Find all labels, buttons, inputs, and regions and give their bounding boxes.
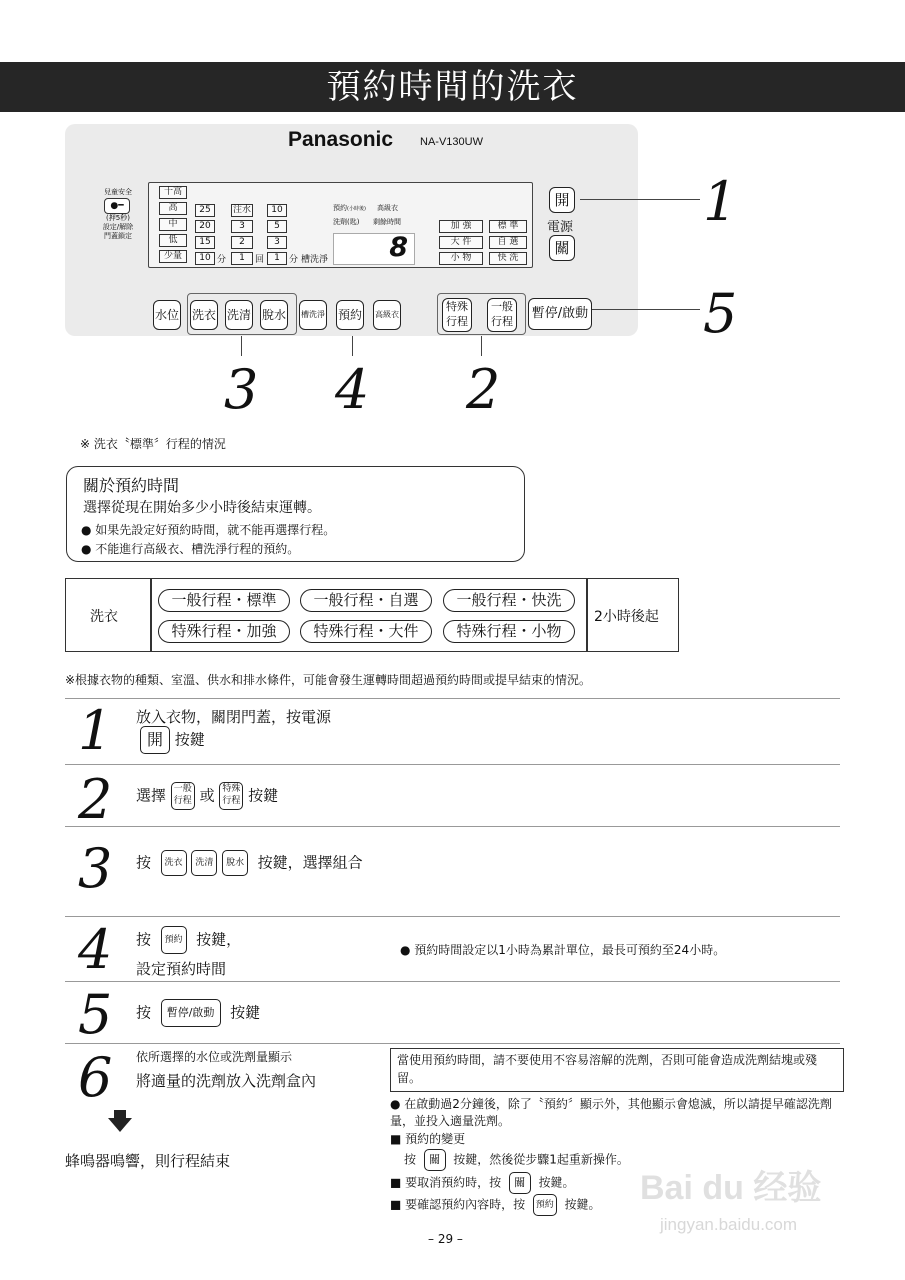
course-pill-general-custom: 一般行程・自選 <box>300 589 432 612</box>
key-icon[interactable]: ●━ <box>104 198 130 214</box>
course-standard: 標 準 <box>489 220 527 233</box>
start-pause-button[interactable]: 暫停/啟動 <box>528 298 592 330</box>
about-heading: 關於預約時間 <box>83 476 180 495</box>
child-lock-text: (押5秒) 設定/解除 門蓋鎖定 <box>102 214 134 240</box>
digit-value: 8 <box>389 232 408 263</box>
step-4-line <box>136 926 241 954</box>
general-course-key-icon: 一般 行程 <box>171 782 195 810</box>
spin-button[interactable]: 脫水 <box>260 300 288 330</box>
wash-button[interactable]: 洗衣 <box>190 300 218 330</box>
course-pill-special-strong: 特殊行程・加強 <box>158 620 290 643</box>
brand-logo: Panasonic <box>288 128 394 151</box>
step-6-line-1: 依所選擇的水位或洗劑量顯示 <box>136 1050 293 1064</box>
spin-3: 3 <box>267 236 287 249</box>
step-6-line-2: 將適量的洗劑放入洗劑盒內 <box>136 1072 317 1090</box>
step-1-text: 放入衣物，關閉門蓋，按電源 <box>136 708 332 726</box>
step-6-number: 6 <box>78 1046 113 1109</box>
page-title: 預約時間的洗衣 <box>0 62 905 112</box>
callout-1: 1 <box>703 170 738 233</box>
step-2-pre: 選擇 <box>136 786 167 805</box>
step-6-bullet-2: ■ 預約的變更 <box>390 1132 466 1146</box>
step-5-pre: 按 <box>136 1003 152 1022</box>
confirm-pre: ■ 要確認預約內容時，按 <box>390 1197 526 1212</box>
tub-clean-button[interactable]: 槽洗淨 <box>299 300 327 330</box>
about-bullet-1: ● 如果先設定好預約時間，就不能再選擇行程。 <box>81 523 336 537</box>
course-pill-general-quick: 一般行程・快洗 <box>443 589 575 612</box>
premium-indicator: 高級衣 <box>377 204 398 212</box>
rinse-2: 2 <box>231 236 253 249</box>
special-course-l1: 特殊 <box>446 300 468 313</box>
callout-line-1 <box>580 199 700 200</box>
step-6-confirm-line <box>390 1194 600 1216</box>
rinse-button[interactable]: 洗清 <box>225 300 253 330</box>
step-6-cancel-line <box>390 1172 574 1194</box>
water-level-4: 低 <box>159 234 187 247</box>
disclaimer: ※根據衣物的種類、室溫、供水和排水條件，可能會發生運轉時間超過預約時間或提早結束的情況。 <box>65 673 592 687</box>
step-3-after: 按鍵，選擇組合 <box>257 853 363 872</box>
reserve-button[interactable]: 預約 <box>336 300 364 330</box>
change-pre: 按 <box>404 1152 417 1167</box>
start-pause-key-icon: 暫停/啟動 <box>161 999 221 1027</box>
wash-time-20: 20 <box>195 220 215 233</box>
course-pill-general-standard: 一般行程・標準 <box>158 589 290 612</box>
wash-time-25: 25 <box>195 204 215 217</box>
step-5-after: 按鍵 <box>230 1003 261 1022</box>
callout-2: 2 <box>466 358 501 421</box>
special-course-button[interactable] <box>442 298 472 332</box>
step-4-after: 按鍵， <box>196 930 242 949</box>
step-2-number: 2 <box>78 768 113 831</box>
water-level-3: 中 <box>159 218 187 231</box>
power-on-button[interactable]: 開 <box>549 187 575 213</box>
divider <box>65 826 840 827</box>
end-text: 蜂鳴器鳴響，則行程結束 <box>65 1152 231 1170</box>
power-off-key-icon: 關 <box>424 1149 446 1171</box>
step-1-after: 按鍵 <box>174 730 205 749</box>
callout-line-2 <box>481 336 482 356</box>
callout-5: 5 <box>703 282 738 345</box>
callout-line-5 <box>592 309 700 310</box>
power-on-key-icon: 開 <box>140 726 170 754</box>
wash-unit: 分 <box>217 255 227 265</box>
watermark-url: jingyan.baidu.com <box>660 1215 798 1234</box>
spin-unit: 分 <box>289 255 299 265</box>
course-custom: 自 選 <box>489 236 527 249</box>
step-5-number: 5 <box>78 983 113 1046</box>
wash-time-15: 15 <box>195 236 215 249</box>
step-3-number: 3 <box>78 837 113 900</box>
course-quick: 快 洗 <box>489 252 527 265</box>
step-1-key-line <box>140 726 205 754</box>
table-divider-left <box>150 578 152 652</box>
about-desc: 選擇從現在開始多少小時後結束運轉。 <box>83 500 321 516</box>
callout-3: 3 <box>224 358 259 421</box>
step-4-note: ● 預約時間設定以1小時為累計單位，最長可預約至24小時。 <box>400 943 726 957</box>
course-strong: 加 強 <box>439 220 483 233</box>
wash-time-10: 10 <box>195 252 215 265</box>
step-4-number: 4 <box>78 918 113 981</box>
step-2-after: 按鍵 <box>248 786 279 805</box>
divider <box>65 981 840 982</box>
general-course-button[interactable] <box>487 298 517 332</box>
wash-key-icon: 洗衣 <box>161 850 187 876</box>
watermark-logo: Bai du 经验 <box>640 1169 822 1207</box>
spin-10: 10 <box>267 204 287 217</box>
table-right-cell: 2小時後起 <box>594 609 659 625</box>
divider <box>65 916 840 917</box>
confirm-after: 按鍵。 <box>564 1197 601 1212</box>
general-course-l1: 一般 <box>491 300 513 313</box>
divider <box>65 1043 840 1044</box>
step-2-or: 或 <box>199 786 215 805</box>
water-level-2: 高 <box>159 202 187 215</box>
course-small: 小 物 <box>439 252 483 265</box>
step-3-line <box>136 850 363 876</box>
table-row-label: 洗衣 <box>90 609 118 625</box>
water-level-button[interactable]: 水位 <box>153 300 181 330</box>
general-course-l2: 行程 <box>491 315 513 328</box>
display-window <box>148 182 533 268</box>
page-number: – 29 – <box>428 1232 463 1246</box>
rinse-unit: 回 <box>255 255 265 265</box>
power-label: 電源 <box>547 220 574 235</box>
about-box <box>66 466 525 562</box>
rinse-1: 1 <box>231 252 253 265</box>
step-2-line <box>136 782 278 810</box>
rinse-key-icon: 洗清 <box>191 850 217 876</box>
table-divider-right <box>586 578 588 652</box>
child-lock-label: 兒童安全 <box>104 188 132 196</box>
step-3-pre: 按 <box>136 853 152 872</box>
special-course-l2: 行程 <box>446 315 468 328</box>
step-4-line-2: 設定預約時間 <box>136 960 227 978</box>
step-6-change-line <box>404 1149 629 1171</box>
spin-5: 5 <box>267 220 287 233</box>
power-off-key-icon: 關 <box>509 1172 531 1194</box>
change-after: 按鍵，然後從步驟1起重新操作。 <box>453 1152 629 1167</box>
water-level-5: 少量 <box>159 250 187 263</box>
callout-line-3 <box>241 336 242 356</box>
detergent-indicator: 洗劑(匙) <box>333 218 360 226</box>
tub-clean-indicator: 槽洗淨 <box>301 255 329 265</box>
premium-button[interactable]: 高級衣 <box>373 300 401 330</box>
remaining-indicator: 剩餘時間 <box>373 218 401 226</box>
case-note: ※ 洗衣〝標準〞行程的情況 <box>80 437 226 451</box>
divider <box>65 764 840 765</box>
step-6-bullet-1: ● 在啟動過2分鐘後，除了〝預約〞顯示外，其他顯示會熄滅，所以請提早確認洗劑量，並投入適量洗劑。 <box>390 1097 832 1128</box>
reserve-key-icon: 預約 <box>533 1194 557 1216</box>
callout-4: 4 <box>335 358 370 421</box>
step-5-line <box>136 999 260 1027</box>
step-1-number: 1 <box>78 699 113 762</box>
power-off-button[interactable]: 關 <box>549 235 575 261</box>
callout-line-4 <box>352 336 353 356</box>
spin-key-icon: 脫水 <box>222 850 248 876</box>
rinse-3: 3 <box>231 220 253 233</box>
cancel-after: 按鍵。 <box>538 1175 575 1190</box>
about-bullet-2: ● 不能進行高級衣、槽洗淨行程的預約。 <box>81 542 300 556</box>
digit-display <box>333 233 415 265</box>
spin-1: 1 <box>267 252 287 265</box>
step-4-pre: 按 <box>136 930 152 949</box>
course-pill-special-small: 特殊行程・小物 <box>443 620 575 643</box>
course-large: 大 件 <box>439 236 483 249</box>
special-course-key-icon: 特殊 行程 <box>219 782 243 810</box>
warning-box: 當使用預約時間，請不要使用不容易溶解的洗劑，否則可能會造成洗劑結塊或殘留。 <box>390 1048 844 1092</box>
model-number: NA-V130UW <box>420 136 483 148</box>
rinse-fill: 注水 <box>232 205 251 215</box>
divider <box>65 698 840 699</box>
course-pill-special-large: 特殊行程・大件 <box>300 620 432 643</box>
reserve-key-icon: 預約 <box>161 926 187 954</box>
reserve-indicator: 預約(小時後) <box>333 204 366 212</box>
water-level-1: 十高 <box>159 186 187 199</box>
cancel-pre: ■ 要取消預約時，按 <box>390 1175 502 1190</box>
